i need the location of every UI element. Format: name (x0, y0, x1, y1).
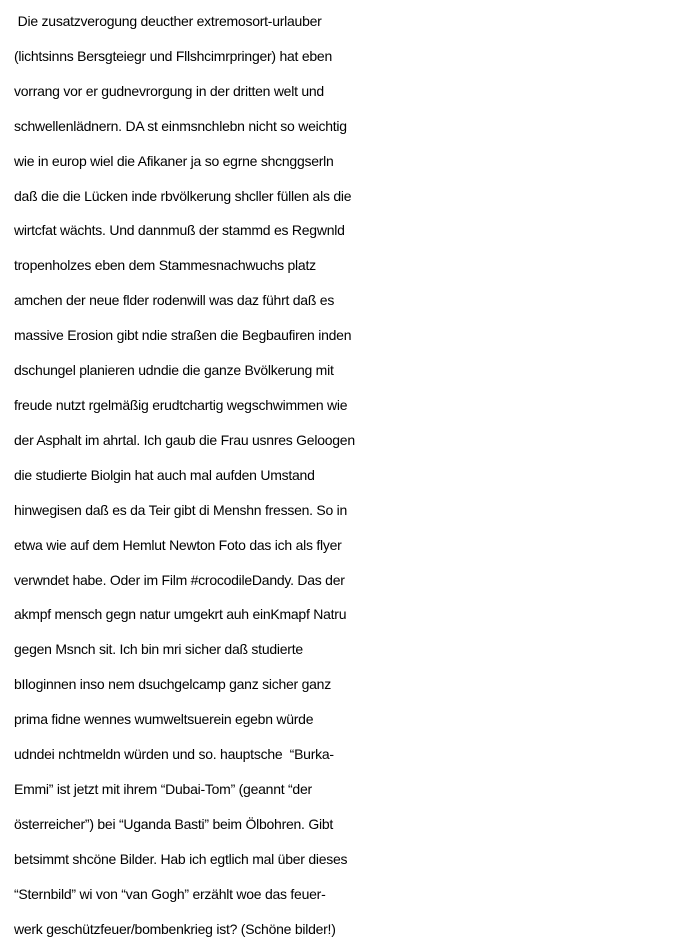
text-line: tropenholzes eben dem Stammesnachwuchs platz (14, 257, 316, 274)
text-line: “Sternbild” wi von “van Gogh” erzählt woe das feuer- (14, 885, 326, 902)
text-line: die studierte Biolgin hat auch mal aufden Umstand (14, 466, 315, 483)
text-line: österreicher”) bei “Uganda Basti” beim Ölbohren. Gibt (14, 815, 334, 832)
text-line: wirtcfat wächts. Und dannmuß der stammd es Regwnld (14, 222, 345, 239)
text-line: prima fidne wennes wumweltsuerein egebn würde (14, 711, 314, 728)
text-line: der Asphalt im ahrtal. Ich gaub die Frau usnres Geloogen (14, 431, 355, 448)
text-line: werk geschützfeuer/bombenkrieg ist? (Schöne bilder!) (14, 920, 336, 937)
text-line: freude nutzt rgelmäßig erudtchartig wegschwimmen wie (14, 396, 348, 413)
text-line: daß die die Lücken inde rbvölkerung shcller füllen als die (14, 187, 352, 204)
text-line: dschungel planieren udndie die ganze Bvölkerung mit (14, 362, 334, 379)
text-line: vorrang vor er gudnevrorgung in der dritten welt und (14, 82, 324, 99)
text-line: Die zusatzverogung deucther extremosort-urlauber (14, 13, 322, 29)
text-line: gegen Msnch sit. Ich bin mri sicher daß studierte (14, 641, 303, 658)
text-line: bIloginnen inso nem dsuchgelcamp ganz sicher ganz (14, 676, 331, 693)
text-line: amchen der neue flder rodenwill was daz führt daß es (14, 292, 335, 309)
text-line: hinwegisen daß es da Teir gibt di Menshn fressen. So in (14, 501, 348, 518)
text-line: schwellenlädnern. DA st einmsnchlebn nicht so weichtig (14, 117, 347, 134)
body-text (14, 4, 684, 946)
text-line: Emmi” ist jetzt mit ihrem “Dubai-Tom” (geannt “der (14, 780, 312, 797)
text-line: akmpf mensch gegn natur umgekrt auh einKmapf Natru (14, 606, 347, 623)
text-line: verwndet habe. Oder im Film #crocodileDandy. Das der (14, 571, 345, 588)
text-line: betsimmt shcöne Bilder. Hab ich egtlich mal über dieses (14, 850, 348, 867)
text-line: etwa wie auf dem Hemlut Newton Foto das ich als flyer (14, 536, 342, 553)
text-line: udndei nchtmeldn würden und so. hauptsche “Burka- (14, 746, 334, 763)
text-line: wie in europ wiel die Afikaner ja so egrne shcnggserln (14, 152, 334, 169)
text-line: (lichtsinns Bersgteiegr und Fllshcimrpringer) hat eben (14, 47, 332, 64)
text-line: massive Erosion gibt ndie straßen die Begbaufiren inden (14, 327, 352, 344)
